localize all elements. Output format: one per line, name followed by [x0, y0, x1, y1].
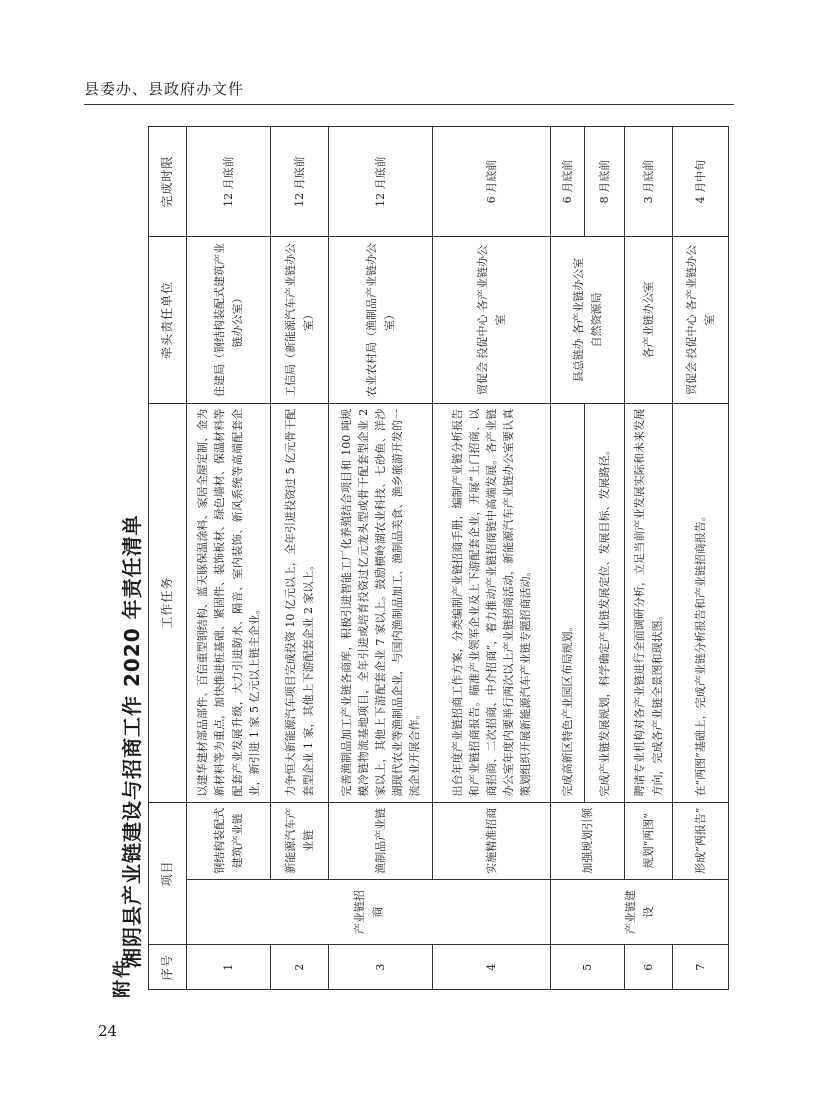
row-deadline: 12 月底前 — [329, 127, 433, 237]
row-task: 出台年度产业链招商工作方案，分类编制产业链招商手册，编制产业链分析报告和产业链招商报告。瞄准产业领军企业及上下游配套企业，开展“上门招商、以商招商、二次招商、中介招商”，着力推动产业链招商链中高端发展。各产业链办公室年度内要举行两次以上产业链招商活动，新能源汽车产业链办公室要认真策划组织开展新能源汽车产业链专题招商活动。 — [433, 403, 551, 802]
row-task: 力争恒大新能源汽车项目完成投资 10 亿元以上，全年引进投资过 5 亿元骨干配套型企业 1 家，其他上下游配套企业 2 家以上。 — [271, 403, 329, 802]
row-no: 1 — [187, 945, 271, 990]
row-deadline: 6 月底前 — [433, 127, 551, 237]
table-row — [433, 127, 551, 990]
row-sub: 形成“两报告” — [673, 802, 729, 879]
header-project: 项目 — [149, 802, 187, 945]
header-deadline: 完成时限 — [149, 127, 187, 237]
header-task: 工作任务 — [149, 403, 187, 802]
row-no: 7 — [673, 945, 729, 990]
attachment-label: 附件 — [112, 958, 133, 998]
table-row — [625, 127, 673, 990]
table-header-row — [149, 127, 187, 990]
header-no: 序号 — [149, 945, 187, 990]
row-unit: 住建局（钢结构装配式建筑产业链办公室） — [187, 237, 271, 404]
group-label: 产业链招商 — [187, 879, 551, 944]
row-task: 完善渔制品加工产业链各商库，积极引进智能工厂化养殖结合项目和 100 吨规模冷链物流基地项目，全年引进或培育投资过亿元龙头型或骨干配套型企业 2 家以上，其他上下游配套企业 7 家以上。鼓励横岭湖农业科技、七砂鱼、洋沙湖现代农业等渔制品企业，与国内渔制品加工、渔制品美食、渔乡旅游开发的一流企业开展合作。 — [329, 403, 433, 802]
row-unit: 农业农村局（渔制品产业链办公室） — [329, 237, 433, 404]
row-unit: 贸促会 投促中心 各产业链办公室 — [433, 237, 551, 404]
row-sub: 新能源汽车产业链 — [271, 802, 329, 879]
table-row — [551, 127, 585, 990]
table-row — [329, 127, 433, 990]
row-deadline: 12 月底前 — [187, 127, 271, 237]
table-row — [187, 127, 271, 990]
row-sub: 实施精准招商 — [433, 802, 551, 879]
row-unit — [551, 237, 625, 404]
document-title: 湘阴县产业链建设与招商工作 2020 年责任清单 — [120, 514, 144, 968]
table-row — [271, 127, 329, 990]
row-sub: 规划“两图” — [625, 802, 673, 879]
row-deadline: 6 月底前 — [551, 127, 585, 237]
row-sub: 渔制品产业链 — [329, 802, 433, 879]
row-sub: 加强规划引领 — [551, 802, 625, 879]
construction-label: 产业链建设 — [551, 879, 729, 944]
row-deadline: 3 月底前 — [625, 127, 673, 237]
row-task: 以建华建材部品部件、百信重型钢结构、蓝天豚保温涂料、家居全屋定制、金为新材料等为重点，加快推进桩基础、紧固件、装饰板材、绿色墙材、保温材料等配套产业发展升级，大力引进防水、隔音、室内装饰、新风系统等高端配套企业，新引进 1 家 5 亿元以上链主企业。 — [187, 403, 271, 802]
row-unit: 工信局（新能源汽车产业链办公室） — [271, 237, 329, 404]
row-deadline: 4 月中旬 — [673, 127, 729, 237]
row-no: 3 — [329, 945, 433, 990]
row-task: 完成高新区特色产业园区布局规划。 — [551, 403, 585, 802]
page-number: 24 — [98, 1022, 118, 1040]
row-no: 6 — [625, 945, 673, 990]
responsibility-table-wrapper — [148, 126, 728, 990]
row-no: 4 — [433, 945, 551, 990]
header-unit: 牵头责任单位 — [149, 237, 187, 404]
row-unit: 贸促会 投促中心 各产业链办公室 — [673, 237, 729, 404]
row-unit: 各产业链办公室 — [625, 237, 673, 404]
header-title: 县委办、县政府办文件 — [84, 80, 245, 98]
header-divider — [84, 104, 734, 105]
row-task: 完成产业链发展规划，科学确定产业链发展定位、发展目标、发展路径。 — [585, 403, 625, 802]
row-task: 聘请专业机构对各产业链进行全面调研分析，立足当前产业发展实际和未来发展方向，完成各产业链全景图和现状图。 — [625, 403, 673, 802]
row-sub: 钢结构装配式建筑产业链 — [187, 802, 271, 879]
row-deadline: 12 月底前 — [271, 127, 329, 237]
row-unit-a: 县总链办 各产业链办公室 — [572, 257, 586, 383]
responsibility-table — [148, 126, 729, 990]
row-unit-b: 自然资源局 — [589, 292, 603, 348]
row-deadline: 8 月底前 — [585, 127, 625, 237]
row-no: 2 — [271, 945, 329, 990]
row-task: 在“两图”基础上，完成产业链分析报告和产业链招商报告。 — [673, 403, 729, 802]
table-row — [673, 127, 729, 990]
row-no: 5 — [551, 945, 625, 990]
